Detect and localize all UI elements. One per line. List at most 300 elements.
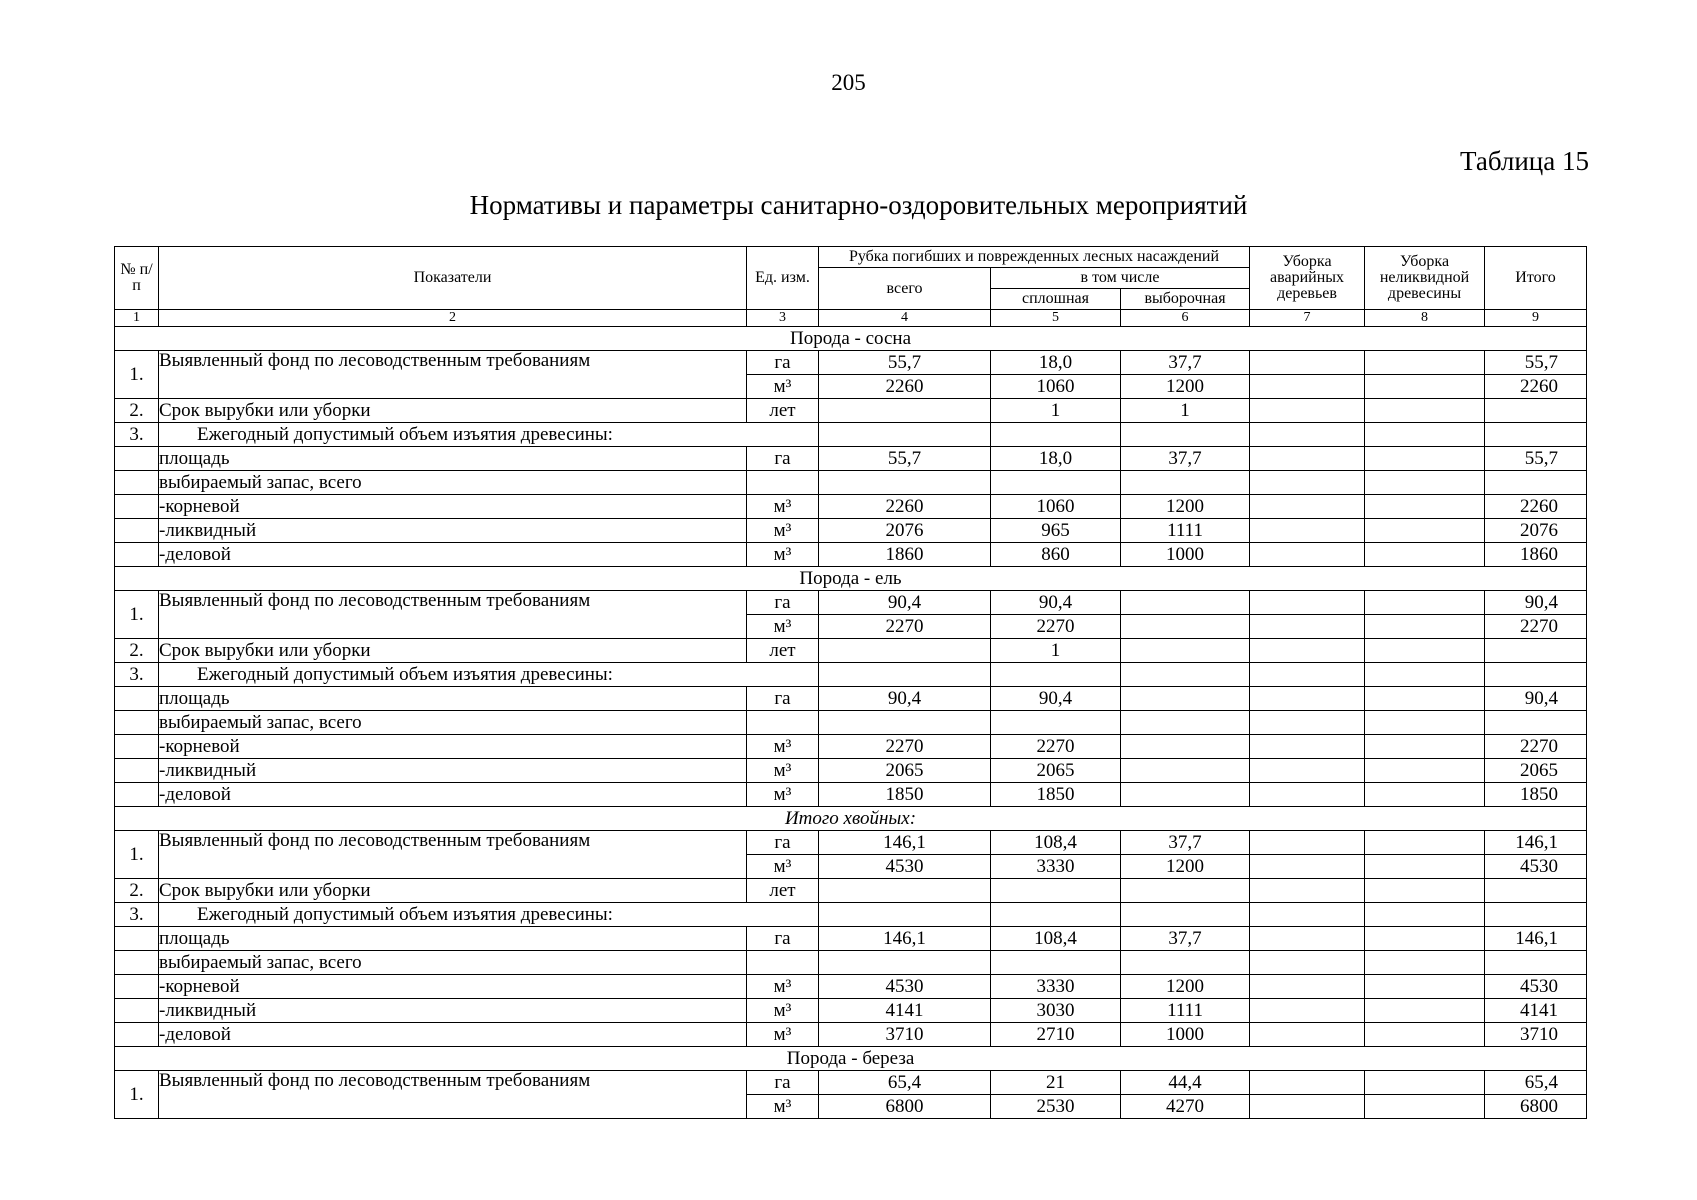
table-row xyxy=(115,663,1587,687)
row-number xyxy=(115,927,159,951)
value-clear: 2270 xyxy=(991,735,1121,759)
value-illiquid xyxy=(1365,687,1485,711)
value-selective xyxy=(1121,951,1250,975)
row-number: 2. xyxy=(115,639,159,663)
value-selective: 37,7 xyxy=(1121,831,1250,855)
value-total-felling: 55,7 xyxy=(819,351,991,375)
value-clear: 21 xyxy=(991,1071,1121,1095)
unit-cell xyxy=(747,711,819,735)
row-number xyxy=(115,951,159,975)
unit-cell: м³ xyxy=(747,1095,819,1119)
value-illiquid xyxy=(1365,399,1485,423)
value-clear: 1060 xyxy=(991,495,1121,519)
section-title: Порода - ель xyxy=(115,567,1587,591)
row-number: 1. xyxy=(115,1071,159,1119)
unit-cell: м³ xyxy=(747,783,819,807)
row-number: 1. xyxy=(115,351,159,399)
row-label: -деловой xyxy=(159,783,747,807)
value-emergency xyxy=(1250,951,1365,975)
value-illiquid xyxy=(1365,975,1485,999)
value-clear: 860 xyxy=(991,543,1121,567)
value-selective: 1 xyxy=(1121,399,1250,423)
value-selective xyxy=(1121,615,1250,639)
empty-cell xyxy=(1485,663,1587,687)
unit-cell: га xyxy=(747,831,819,855)
value-emergency xyxy=(1250,495,1365,519)
row-number xyxy=(115,711,159,735)
value-total-felling xyxy=(819,951,991,975)
value-total-felling xyxy=(819,711,991,735)
unit-cell: лет xyxy=(747,879,819,903)
value-illiquid xyxy=(1365,519,1485,543)
unit-cell: м³ xyxy=(747,375,819,399)
unit-cell: м³ xyxy=(747,519,819,543)
empty-cell xyxy=(1365,903,1485,927)
value-emergency xyxy=(1250,639,1365,663)
header-group-including: в том числе xyxy=(991,268,1250,289)
unit-cell: лет xyxy=(747,639,819,663)
value-total: 4530 xyxy=(1485,975,1587,999)
value-clear: 3330 xyxy=(991,975,1121,999)
row-number xyxy=(115,735,159,759)
value-total: 146,1 xyxy=(1485,831,1587,855)
unit-cell: га xyxy=(747,927,819,951)
value-emergency xyxy=(1250,1071,1365,1095)
value-selective: 37,7 xyxy=(1121,927,1250,951)
value-clear: 1060 xyxy=(991,375,1121,399)
row-label: -корневой xyxy=(159,495,747,519)
value-illiquid xyxy=(1365,591,1485,615)
value-total-felling: 90,4 xyxy=(819,591,991,615)
value-emergency xyxy=(1250,615,1365,639)
value-clear: 108,4 xyxy=(991,831,1121,855)
value-emergency xyxy=(1250,543,1365,567)
value-emergency xyxy=(1250,927,1365,951)
table-row xyxy=(115,783,1587,807)
value-total-felling: 1850 xyxy=(819,783,991,807)
row-label: выбираемый запас, всего xyxy=(159,951,747,975)
unit-cell: га xyxy=(747,687,819,711)
value-selective: 4270 xyxy=(1121,1095,1250,1119)
section-row xyxy=(115,567,1587,591)
value-clear: 1 xyxy=(991,399,1121,423)
value-emergency xyxy=(1250,591,1365,615)
table-row xyxy=(115,999,1587,1023)
empty-cell xyxy=(991,423,1121,447)
row-label: Срок вырубки или уборки xyxy=(159,639,747,663)
row-number: 2. xyxy=(115,879,159,903)
value-clear: 90,4 xyxy=(991,591,1121,615)
row-label: Срок вырубки или уборки xyxy=(159,879,747,903)
table-title: Нормативы и параметры санитарно-оздоровительных мероприятий xyxy=(469,190,1248,220)
table-row xyxy=(115,543,1587,567)
value-illiquid xyxy=(1365,351,1485,375)
value-illiquid xyxy=(1365,855,1485,879)
header-col-indicator: Показатели xyxy=(159,247,747,310)
header-number: 5 xyxy=(991,310,1121,327)
value-emergency xyxy=(1250,1095,1365,1119)
value-emergency xyxy=(1250,399,1365,423)
row-label: Выявленный фонд по лесоводственным требованиям xyxy=(159,831,747,879)
value-illiquid xyxy=(1365,735,1485,759)
value-total-felling: 2260 xyxy=(819,495,991,519)
value-selective xyxy=(1121,639,1250,663)
table-row xyxy=(115,687,1587,711)
value-clear: 3030 xyxy=(991,999,1121,1023)
header-number: 3 xyxy=(747,310,819,327)
row-number: 3. xyxy=(115,423,159,447)
value-total-felling xyxy=(819,399,991,423)
header-number: 1 xyxy=(115,310,159,327)
header-col-illiquid: Уборка неликвидной древесины xyxy=(1365,247,1485,310)
page-number: 205 xyxy=(831,70,866,95)
value-selective: 37,7 xyxy=(1121,351,1250,375)
value-clear: 965 xyxy=(991,519,1121,543)
table-row xyxy=(115,831,1587,855)
unit-cell: м³ xyxy=(747,615,819,639)
value-total-felling: 3710 xyxy=(819,1023,991,1047)
value-selective: 1200 xyxy=(1121,375,1250,399)
value-clear: 2530 xyxy=(991,1095,1121,1119)
header-number: 8 xyxy=(1365,310,1485,327)
table-row xyxy=(115,879,1587,903)
value-emergency xyxy=(1250,1023,1365,1047)
unit-cell xyxy=(747,471,819,495)
value-selective: 1000 xyxy=(1121,543,1250,567)
row-number xyxy=(115,1023,159,1047)
table-row xyxy=(115,1023,1587,1047)
value-illiquid xyxy=(1365,711,1485,735)
value-total-felling xyxy=(819,879,991,903)
row-label: Ежегодный допустимый объем изъятия древесины: xyxy=(159,423,819,447)
value-emergency xyxy=(1250,471,1365,495)
row-number: 3. xyxy=(115,663,159,687)
row-label: -ликвидный xyxy=(159,999,747,1023)
table-row xyxy=(115,591,1587,615)
header-col-selective: выборочная xyxy=(1121,289,1250,310)
unit-cell: м³ xyxy=(747,1023,819,1047)
empty-cell xyxy=(1250,903,1365,927)
section-row xyxy=(115,1047,1587,1071)
header-col-emergency: Уборка аварийных деревьев xyxy=(1250,247,1365,310)
row-label: Выявленный фонд по лесоводственным требованиям xyxy=(159,591,747,639)
value-total: 4530 xyxy=(1485,855,1587,879)
value-clear xyxy=(991,711,1121,735)
empty-cell xyxy=(1121,903,1250,927)
value-total-felling: 146,1 xyxy=(819,927,991,951)
row-label: Срок вырубки или уборки xyxy=(159,399,747,423)
value-total-felling: 4530 xyxy=(819,855,991,879)
table-row xyxy=(115,975,1587,999)
value-total-felling xyxy=(819,639,991,663)
value-emergency xyxy=(1250,783,1365,807)
row-number xyxy=(115,495,159,519)
row-number xyxy=(115,687,159,711)
table-header xyxy=(115,247,1587,327)
unit-cell: га xyxy=(747,591,819,615)
value-emergency xyxy=(1250,735,1365,759)
value-illiquid xyxy=(1365,495,1485,519)
value-illiquid xyxy=(1365,447,1485,471)
row-number xyxy=(115,999,159,1023)
value-selective xyxy=(1121,471,1250,495)
value-selective xyxy=(1121,879,1250,903)
value-illiquid xyxy=(1365,927,1485,951)
value-selective xyxy=(1121,759,1250,783)
value-selective xyxy=(1121,591,1250,615)
value-total-felling: 6800 xyxy=(819,1095,991,1119)
table-row xyxy=(115,495,1587,519)
value-selective xyxy=(1121,687,1250,711)
value-selective xyxy=(1121,711,1250,735)
row-label: -деловой xyxy=(159,543,747,567)
value-total-felling: 90,4 xyxy=(819,687,991,711)
value-emergency xyxy=(1250,999,1365,1023)
row-label: выбираемый запас, всего xyxy=(159,711,747,735)
value-illiquid xyxy=(1365,831,1485,855)
value-total-felling xyxy=(819,471,991,495)
value-illiquid xyxy=(1365,1071,1485,1095)
value-illiquid xyxy=(1365,471,1485,495)
unit-cell: м³ xyxy=(747,495,819,519)
unit-cell xyxy=(747,951,819,975)
empty-cell xyxy=(1121,663,1250,687)
value-total: 2076 xyxy=(1485,519,1587,543)
value-clear xyxy=(991,471,1121,495)
header-col-total-felling: всего xyxy=(819,268,991,310)
value-clear: 3330 xyxy=(991,855,1121,879)
unit-cell: лет xyxy=(747,399,819,423)
row-number xyxy=(115,471,159,495)
value-selective xyxy=(1121,735,1250,759)
row-label: -ликвидный xyxy=(159,519,747,543)
row-label: -корневой xyxy=(159,735,747,759)
table-row xyxy=(115,351,1587,375)
value-total: 2260 xyxy=(1485,375,1587,399)
value-clear: 108,4 xyxy=(991,927,1121,951)
table-row xyxy=(115,1071,1587,1095)
row-label: -корневой xyxy=(159,975,747,999)
value-total: 2065 xyxy=(1485,759,1587,783)
row-label: -ликвидный xyxy=(159,759,747,783)
value-total: 4141 xyxy=(1485,999,1587,1023)
value-emergency xyxy=(1250,711,1365,735)
table-row xyxy=(115,903,1587,927)
value-selective xyxy=(1121,783,1250,807)
unit-cell: м³ xyxy=(747,543,819,567)
value-clear: 1 xyxy=(991,639,1121,663)
value-selective: 1200 xyxy=(1121,975,1250,999)
value-total-felling: 2260 xyxy=(819,375,991,399)
value-illiquid xyxy=(1365,375,1485,399)
value-total: 1850 xyxy=(1485,783,1587,807)
value-total: 65,4 xyxy=(1485,1071,1587,1095)
value-total: 90,4 xyxy=(1485,687,1587,711)
section-title: Порода - сосна xyxy=(115,327,1587,351)
table-row xyxy=(115,471,1587,495)
row-number xyxy=(115,975,159,999)
section-title: Итого хвойных: xyxy=(115,807,1587,831)
value-total: 90,4 xyxy=(1485,591,1587,615)
row-number xyxy=(115,447,159,471)
value-total: 55,7 xyxy=(1485,351,1587,375)
value-emergency xyxy=(1250,351,1365,375)
row-number xyxy=(115,759,159,783)
row-label: выбираемый запас, всего xyxy=(159,471,747,495)
row-label: площадь xyxy=(159,687,747,711)
unit-cell: м³ xyxy=(747,735,819,759)
value-illiquid xyxy=(1365,999,1485,1023)
value-clear: 2270 xyxy=(991,615,1121,639)
value-illiquid xyxy=(1365,759,1485,783)
value-illiquid xyxy=(1365,1095,1485,1119)
table-row xyxy=(115,711,1587,735)
value-emergency xyxy=(1250,447,1365,471)
value-selective: 1111 xyxy=(1121,519,1250,543)
value-clear xyxy=(991,951,1121,975)
empty-cell xyxy=(819,423,991,447)
value-total xyxy=(1485,879,1587,903)
table-row xyxy=(115,399,1587,423)
value-total xyxy=(1485,639,1587,663)
unit-cell: га xyxy=(747,1071,819,1095)
value-total xyxy=(1485,399,1587,423)
value-total: 6800 xyxy=(1485,1095,1587,1119)
empty-cell xyxy=(819,903,991,927)
value-illiquid xyxy=(1365,543,1485,567)
value-emergency xyxy=(1250,879,1365,903)
value-illiquid xyxy=(1365,615,1485,639)
unit-cell: м³ xyxy=(747,759,819,783)
row-number xyxy=(115,543,159,567)
table-caption: Таблица 15 xyxy=(1460,146,1589,176)
table-row xyxy=(115,639,1587,663)
value-total-felling: 65,4 xyxy=(819,1071,991,1095)
value-clear: 18,0 xyxy=(991,447,1121,471)
value-total: 2270 xyxy=(1485,615,1587,639)
value-total-felling: 1860 xyxy=(819,543,991,567)
row-label: Ежегодный допустимый объем изъятия древесины: xyxy=(159,663,819,687)
empty-cell xyxy=(1485,903,1587,927)
empty-cell xyxy=(991,903,1121,927)
value-total: 55,7 xyxy=(1485,447,1587,471)
header-group-felling: Рубка погибших и поврежденных лесных насаждений xyxy=(819,247,1250,268)
value-emergency xyxy=(1250,831,1365,855)
value-total: 3710 xyxy=(1485,1023,1587,1047)
value-total-felling: 2076 xyxy=(819,519,991,543)
value-total: 2260 xyxy=(1485,495,1587,519)
empty-cell xyxy=(1121,423,1250,447)
header-col-total: Итого xyxy=(1485,247,1587,310)
value-selective: 1000 xyxy=(1121,1023,1250,1047)
table-row xyxy=(115,927,1587,951)
value-clear xyxy=(991,879,1121,903)
row-number: 1. xyxy=(115,591,159,639)
table-row xyxy=(115,759,1587,783)
empty-cell xyxy=(1485,423,1587,447)
header-number: 4 xyxy=(819,310,991,327)
unit-cell: м³ xyxy=(747,855,819,879)
table-row xyxy=(115,423,1587,447)
table-row xyxy=(115,735,1587,759)
table-row xyxy=(115,447,1587,471)
header-number: 6 xyxy=(1121,310,1250,327)
value-illiquid xyxy=(1365,639,1485,663)
section-title: Порода - береза xyxy=(115,1047,1587,1071)
empty-cell xyxy=(991,663,1121,687)
value-total-felling: 2270 xyxy=(819,615,991,639)
value-total-felling: 2270 xyxy=(819,735,991,759)
value-clear: 2710 xyxy=(991,1023,1121,1047)
empty-cell xyxy=(1250,663,1365,687)
row-label: площадь xyxy=(159,927,747,951)
header-number: 9 xyxy=(1485,310,1587,327)
unit-cell: га xyxy=(747,447,819,471)
value-total-felling: 2065 xyxy=(819,759,991,783)
row-label: Выявленный фонд по лесоводственным требованиям xyxy=(159,1071,747,1119)
header-col-no: № п/п xyxy=(115,247,159,310)
value-illiquid xyxy=(1365,783,1485,807)
value-total-felling: 55,7 xyxy=(819,447,991,471)
value-selective: 1200 xyxy=(1121,855,1250,879)
value-total-felling: 4530 xyxy=(819,975,991,999)
row-number: 3. xyxy=(115,903,159,927)
value-clear: 2065 xyxy=(991,759,1121,783)
value-illiquid xyxy=(1365,1023,1485,1047)
table-row xyxy=(115,951,1587,975)
value-illiquid xyxy=(1365,879,1485,903)
header-col-clear: сплошная xyxy=(991,289,1121,310)
value-emergency xyxy=(1250,759,1365,783)
empty-cell xyxy=(1250,423,1365,447)
header-number: 2 xyxy=(159,310,747,327)
row-number xyxy=(115,519,159,543)
standards-table xyxy=(114,246,1587,1119)
row-number xyxy=(115,783,159,807)
value-emergency xyxy=(1250,687,1365,711)
value-total xyxy=(1485,951,1587,975)
table-body xyxy=(115,327,1587,1119)
row-label: площадь xyxy=(159,447,747,471)
empty-cell xyxy=(819,663,991,687)
header-number: 7 xyxy=(1250,310,1365,327)
value-total-felling: 4141 xyxy=(819,999,991,1023)
section-row xyxy=(115,327,1587,351)
value-clear: 90,4 xyxy=(991,687,1121,711)
row-label: Ежегодный допустимый объем изъятия древесины: xyxy=(159,903,819,927)
value-selective: 1200 xyxy=(1121,495,1250,519)
unit-cell: га xyxy=(747,351,819,375)
value-total: 2270 xyxy=(1485,735,1587,759)
value-illiquid xyxy=(1365,951,1485,975)
value-clear: 18,0 xyxy=(991,351,1121,375)
value-emergency xyxy=(1250,519,1365,543)
value-selective: 37,7 xyxy=(1121,447,1250,471)
row-number: 2. xyxy=(115,399,159,423)
value-clear: 1850 xyxy=(991,783,1121,807)
value-emergency xyxy=(1250,975,1365,999)
header-col-unit: Ед. изм. xyxy=(747,247,819,310)
value-selective: 1111 xyxy=(1121,999,1250,1023)
row-label: Выявленный фонд по лесоводственным требованиям xyxy=(159,351,747,399)
value-total xyxy=(1485,471,1587,495)
unit-cell: м³ xyxy=(747,975,819,999)
header-number-row xyxy=(115,310,1587,327)
table-row xyxy=(115,519,1587,543)
value-emergency xyxy=(1250,855,1365,879)
section-row xyxy=(115,807,1587,831)
empty-cell xyxy=(1365,663,1485,687)
